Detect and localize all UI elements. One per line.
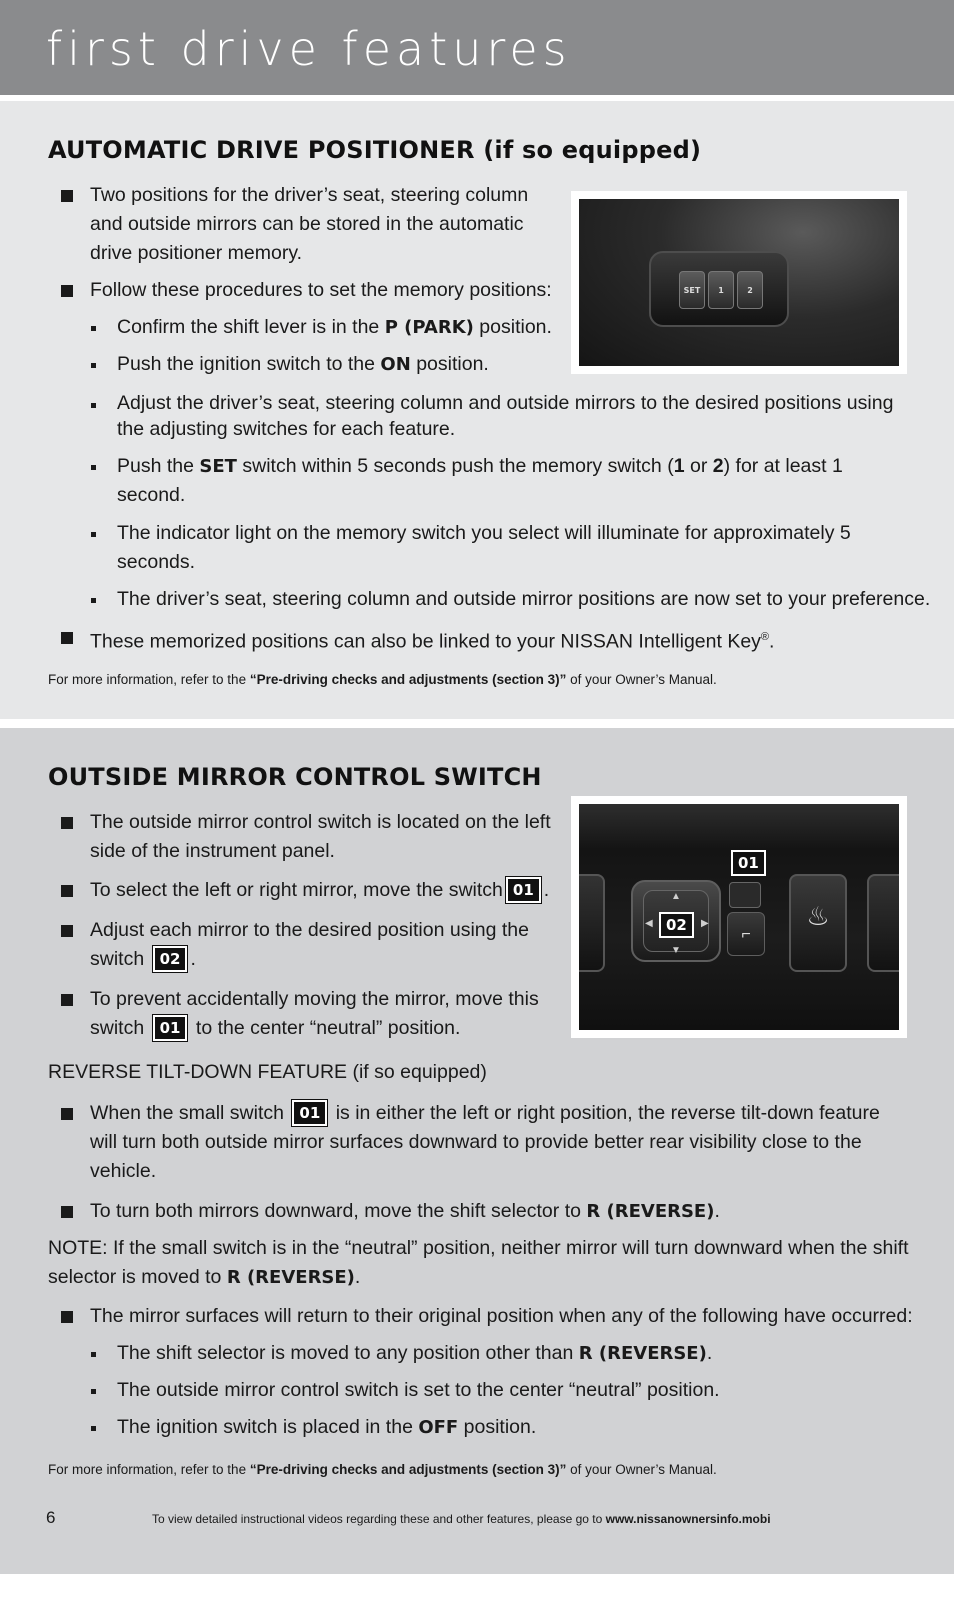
- switch-01-tag: 01: [292, 1100, 327, 1126]
- page-number: 6: [46, 1508, 56, 1527]
- reverse-sub-2: The outside mirror control switch is set to the center “neutral” position.: [117, 1379, 720, 1401]
- s2-bullet-2: To select the left or right mirror, move the switch 01 .: [90, 879, 550, 901]
- memory-switch-panel: [649, 251, 789, 327]
- mirror-fold-icon: ⌐: [727, 912, 765, 956]
- arrow-down-icon: ▼: [671, 945, 681, 956]
- sub-bullet: [91, 532, 96, 537]
- section1-heading-main: AUTOMATIC DRIVE POSITIONER: [48, 136, 475, 164]
- switch-01-tag: 01: [506, 877, 541, 903]
- reverse-bullet-3: The mirror surfaces will return to their original position when any of the following have occurred:: [90, 1305, 913, 1327]
- sub-bullet: [91, 1389, 96, 1394]
- bullet-square: [61, 632, 73, 644]
- arrow-up-icon: ▲: [671, 891, 681, 902]
- sub-bullet: [91, 465, 96, 470]
- s2-bullet-4: To prevent accidentally moving the mirror, move this switch 01 to the center “neutral” position.: [90, 988, 539, 1039]
- bullet-square: [61, 817, 73, 829]
- bullet-square: [61, 1311, 73, 1323]
- bullet-square: [61, 1206, 73, 1218]
- s1-sub-5: The indicator light on the memory switch you select will illuminate for approximately 5 seconds.: [117, 522, 851, 573]
- memory-switch-1: 1: [708, 271, 734, 309]
- reverse-sub-1: The shift selector is moved to any position other than R (REVERSE).: [117, 1342, 713, 1364]
- s1-more-info: For more information, refer to the “Pre-driving checks and adjustments (section 3)” of your Owner’s Manual.: [48, 672, 717, 687]
- switch-01-tag: 01: [153, 1015, 188, 1041]
- page-header: [0, 0, 954, 95]
- bullet-square: [61, 285, 73, 297]
- heated-steering-icon: ♨: [789, 874, 847, 972]
- park-label: P (PARK): [384, 317, 474, 338]
- sub-bullet: [91, 1426, 96, 1431]
- set-switch: SET: [679, 271, 705, 309]
- s1-bullet-1: Two positions for the driver’s seat, steering column and outside mirrors can be stored in the automatic drive positioner memory.: [90, 184, 529, 264]
- bullet-square: [61, 885, 73, 897]
- bullet-square: [61, 190, 73, 202]
- section1-heading: [48, 136, 701, 164]
- footer-note: To view detailed instructional videos regarding these and other features, please go to www.nissanownersinfo.mobi: [152, 1512, 771, 1526]
- mirror-select-switch: [729, 882, 761, 908]
- memory-switch-photo: [571, 191, 907, 374]
- footer-url-link[interactable]: www.nissanownersinfo.mobi: [605, 1512, 771, 1526]
- sub-bullet: [91, 598, 96, 603]
- s1-bullet-2: Follow these procedures to set the memory positions:: [90, 279, 552, 301]
- set-label: SET: [199, 456, 237, 477]
- s2-bullet-1: The outside mirror control switch is located on the left side of the instrument panel.: [90, 811, 551, 862]
- on-label: ON: [380, 354, 411, 375]
- arrow-left-icon: ◀: [645, 918, 653, 929]
- sub-bullet: [91, 326, 96, 331]
- mirror-switch-photo: [571, 796, 907, 1038]
- reverse-bullet-2: To turn both mirrors downward, move the shift selector to R (REVERSE).: [90, 1200, 720, 1222]
- reverse-tilt-subheading: REVERSE TILT-DOWN FEATURE (if so equipped): [48, 1061, 487, 1083]
- reverse-note: NOTE: If the small switch is in the “neutral” position, neither mirror will turn downward when the shift selector is moved to R (REVERSE).: [48, 1237, 909, 1288]
- callout-01: 01: [731, 850, 766, 876]
- sub-bullet: [91, 403, 96, 408]
- s1-sub-3: Adjust the driver’s seat, steering column and outside mirrors to the desired positions using the adjusting switches for each feature.: [117, 392, 894, 440]
- s1-sub-6: The driver’s seat, steering column and outside mirror positions are now set to your preference.: [117, 588, 931, 610]
- s1-sub-1: Confirm the shift lever is in the P (PARK) position.: [117, 316, 552, 338]
- bullet-square: [61, 925, 73, 937]
- s2-more-info: For more information, refer to the “Pre-driving checks and adjustments (section 3)” of your Owner’s Manual.: [48, 1462, 717, 1477]
- sub-bullet: [91, 363, 96, 368]
- bullet-square: [61, 1108, 73, 1120]
- page-title: first drive features: [46, 22, 572, 76]
- memory-switch-2: 2: [737, 271, 763, 309]
- sub-bullet: [91, 1352, 96, 1357]
- section2-heading: OUTSIDE MIRROR CONTROL SWITCH: [48, 763, 542, 791]
- s1-sub-2: Push the ignition switch to the ON position.: [117, 353, 489, 375]
- switch-02-tag: 02: [153, 946, 188, 972]
- s1-bullet-3: These memorized positions can also be linked to your NISSAN Intelligent Key®.: [90, 630, 775, 653]
- s2-bullet-3: Adjust each mirror to the desired position using the switch 02 .: [90, 919, 529, 970]
- reverse-sub-3: The ignition switch is placed in the OFF position.: [117, 1416, 537, 1438]
- s1-sub-4: Push the SET switch within 5 seconds push the memory switch (1 or 2) for at least 1 second.: [117, 455, 843, 506]
- arrow-right-icon: ▶: [701, 918, 709, 929]
- section1-heading-suffix: (if so equipped): [483, 136, 702, 164]
- callout-02: 02: [659, 912, 694, 938]
- bullet-square: [61, 994, 73, 1006]
- reverse-bullet-1: When the small switch 01 is in either the left or right position, the reverse tilt-down feature will turn both outside mirror surfaces downward to provide better rear visibility close to the vehicle.: [90, 1102, 880, 1182]
